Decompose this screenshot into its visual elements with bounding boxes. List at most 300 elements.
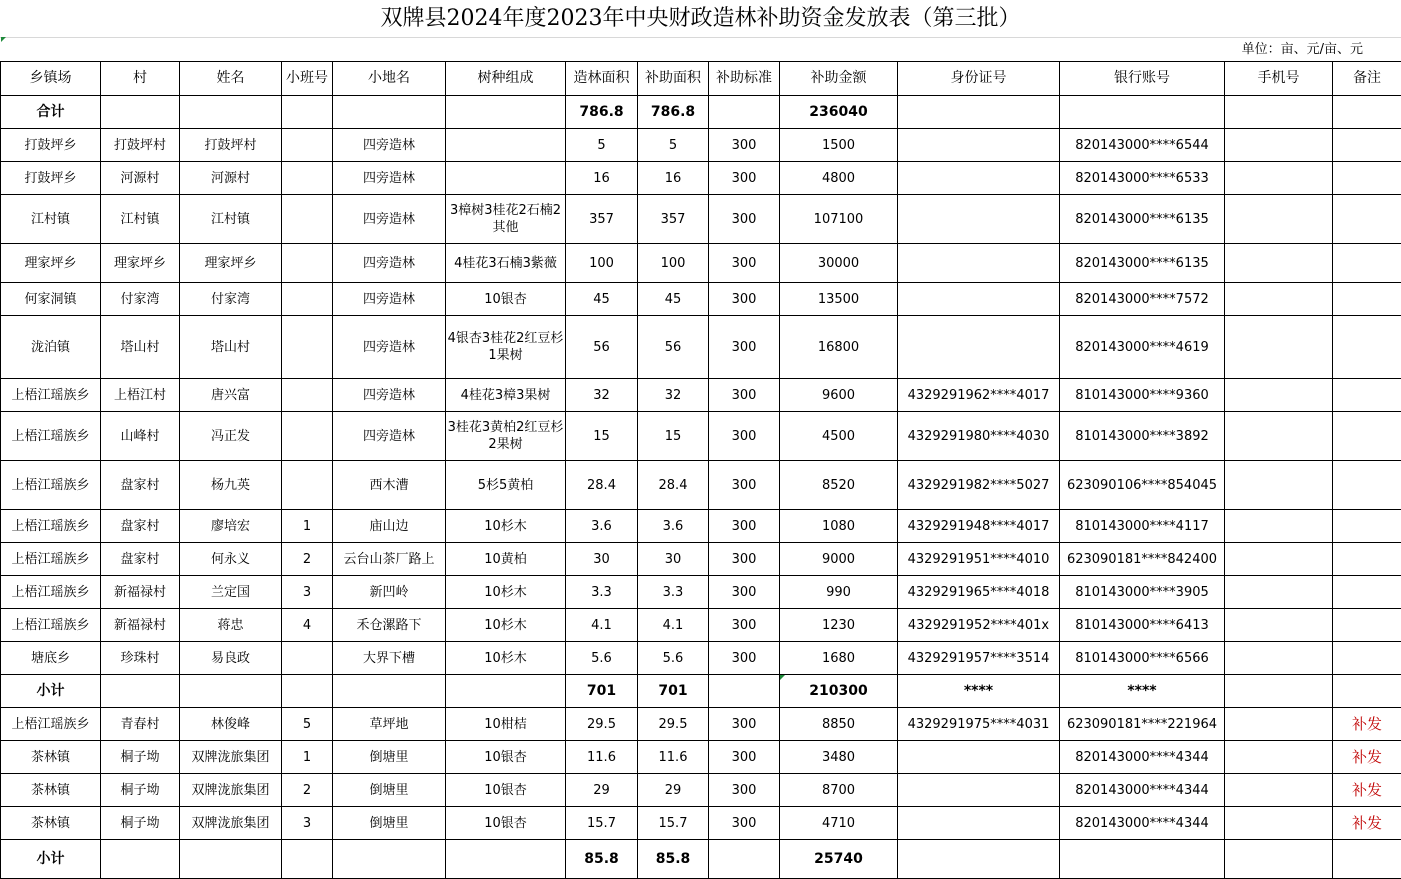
header-bank: 银行账号 <box>1060 62 1225 96</box>
total-subsidy-area: 786.8 <box>638 96 709 129</box>
cell-place: 禾仓漯路下 <box>333 609 446 642</box>
cell-bank: 810143000****3892 <box>1060 412 1225 461</box>
cell-lot <box>282 642 333 675</box>
cell-plant-area: 5.6 <box>566 642 638 675</box>
cell-plant-area: 32 <box>566 379 638 412</box>
cell-lot: 2 <box>282 543 333 576</box>
cell-standard: 300 <box>709 741 780 774</box>
cell-subsidy-area: 5 <box>638 129 709 162</box>
cell-lot <box>282 412 333 461</box>
cell-town: 上梧江瑶族乡 <box>1 379 101 412</box>
cell-bank: 820143000****6544 <box>1060 129 1225 162</box>
cell-phone <box>1225 741 1333 774</box>
cell-amount: 9000 <box>780 543 898 576</box>
cell-bank: 623090106****854045 <box>1060 461 1225 510</box>
cell-lot <box>282 379 333 412</box>
cell-plant-area: 3.3 <box>566 576 638 609</box>
cell-standard: 300 <box>709 283 780 316</box>
cell-lot <box>282 162 333 195</box>
cell-standard: 300 <box>709 379 780 412</box>
cell-subsidy-area: 15 <box>638 412 709 461</box>
cell-town: 上梧江瑶族乡 <box>1 543 101 576</box>
cell-place: 云台山茶厂路上 <box>333 543 446 576</box>
cell-subsidy-area: 3.6 <box>638 510 709 543</box>
cell-note <box>1333 576 1401 609</box>
cell-village: 桐子坳 <box>101 774 180 807</box>
table-row <box>1 543 1401 576</box>
table-row <box>1 807 1401 840</box>
page-title: 双牌县2024年度2023年中央财政造林补助资金发放表（第三批） <box>0 0 1401 38</box>
cell-species: 4银杏3桂花2红豆杉1果树 <box>446 316 566 379</box>
cell-note: 补发 <box>1333 774 1401 807</box>
cell-amount: 9600 <box>780 379 898 412</box>
cell-place: 草坪地 <box>333 708 446 741</box>
cell-bank: 820143000****4344 <box>1060 774 1225 807</box>
cell-amount: 1080 <box>780 510 898 543</box>
cell-subsidy-area: 5.6 <box>638 642 709 675</box>
cell-standard: 300 <box>709 412 780 461</box>
cell-plant-area: 4.1 <box>566 609 638 642</box>
cell-note <box>1333 162 1401 195</box>
header-subsidy-area: 补助面积 <box>638 62 709 96</box>
cell-place: 四旁造林 <box>333 162 446 195</box>
cell-standard: 300 <box>709 609 780 642</box>
cell-place: 四旁造林 <box>333 412 446 461</box>
cell-amount: 1230 <box>780 609 898 642</box>
cell-phone <box>1225 129 1333 162</box>
cell-standard: 300 <box>709 708 780 741</box>
cell-place: 四旁造林 <box>333 129 446 162</box>
cell-species: 10柑桔 <box>446 708 566 741</box>
cell-phone <box>1225 412 1333 461</box>
cell-id-no: 4329291952****401x <box>898 609 1060 642</box>
header-name: 姓名 <box>180 62 282 96</box>
cell-subsidy-area: 32 <box>638 379 709 412</box>
cell-village: 桐子坳 <box>101 741 180 774</box>
cell-name: 河源村 <box>180 162 282 195</box>
cell-place: 四旁造林 <box>333 379 446 412</box>
cell-town: 茶林镇 <box>1 807 101 840</box>
cell-bank: 810143000****3905 <box>1060 576 1225 609</box>
cell-standard: 300 <box>709 576 780 609</box>
cell-name: 易良政 <box>180 642 282 675</box>
total-label: 合计 <box>1 96 101 129</box>
cell-id-no <box>898 741 1060 774</box>
cell-place: 庙山边 <box>333 510 446 543</box>
table-row <box>1 244 1401 283</box>
total-row <box>1 96 1401 129</box>
cell-subsidy-area: 29 <box>638 774 709 807</box>
cell-phone <box>1225 807 1333 840</box>
table-row <box>1 461 1401 510</box>
cell-species: 10杉木 <box>446 609 566 642</box>
cell-name: 打鼓坪村 <box>180 129 282 162</box>
header-village: 村 <box>101 62 180 96</box>
cell-place: 四旁造林 <box>333 316 446 379</box>
cell-name: 何永义 <box>180 543 282 576</box>
header-note: 备注 <box>1333 62 1401 96</box>
cell-standard: 300 <box>709 807 780 840</box>
cell-bank: 820143000****4344 <box>1060 807 1225 840</box>
cell-town: 何家洞镇 <box>1 283 101 316</box>
cell-id-no: 4329291965****4018 <box>898 576 1060 609</box>
cell-standard: 300 <box>709 162 780 195</box>
cell-phone <box>1225 576 1333 609</box>
cell-phone <box>1225 609 1333 642</box>
cell-plant-area: 30 <box>566 543 638 576</box>
cell-village: 新福禄村 <box>101 609 180 642</box>
cell-phone <box>1225 642 1333 675</box>
cell-plant-area: 28.4 <box>566 461 638 510</box>
cell-id-no: 4329291962****4017 <box>898 379 1060 412</box>
cell-name: 双牌泷旅集团 <box>180 741 282 774</box>
cell-amount: 4500 <box>780 412 898 461</box>
cell-lot <box>282 129 333 162</box>
cell-subsidy-area: 28.4 <box>638 461 709 510</box>
subsidy-table <box>0 61 1401 879</box>
cell-species: 10银杏 <box>446 807 566 840</box>
cell-standard: 300 <box>709 543 780 576</box>
subtotal2-amount: 25740 <box>780 840 898 879</box>
cell-subsidy-area: 15.7 <box>638 807 709 840</box>
cell-bank: 810143000****9360 <box>1060 379 1225 412</box>
cell-note <box>1333 609 1401 642</box>
cell-plant-area: 16 <box>566 162 638 195</box>
cell-lot: 5 <box>282 708 333 741</box>
subtotal1-amount: 210300 <box>780 675 898 708</box>
cell-amount: 1500 <box>780 129 898 162</box>
header-plant-area: 造林面积 <box>566 62 638 96</box>
cell-bank: 810143000****6566 <box>1060 642 1225 675</box>
cell-standard: 300 <box>709 129 780 162</box>
cell-place: 四旁造林 <box>333 283 446 316</box>
subtotal1-bank: **** <box>1060 675 1225 708</box>
cell-lot: 2 <box>282 774 333 807</box>
subtotal-label: 小计 <box>1 675 101 708</box>
cell-town: 塘底乡 <box>1 642 101 675</box>
cell-village: 理家坪乡 <box>101 244 180 283</box>
group2-rows <box>1 708 1401 840</box>
cell-village: 河源村 <box>101 162 180 195</box>
cell-name: 唐兴富 <box>180 379 282 412</box>
cell-village: 盘家村 <box>101 510 180 543</box>
cell-id-no: 4329291951****4010 <box>898 543 1060 576</box>
cell-name: 双牌泷旅集团 <box>180 807 282 840</box>
cell-id-no <box>898 162 1060 195</box>
cell-note: 补发 <box>1333 708 1401 741</box>
cell-name: 兰定国 <box>180 576 282 609</box>
cell-amount: 30000 <box>780 244 898 283</box>
cell-phone <box>1225 379 1333 412</box>
header-standard: 补助标准 <box>709 62 780 96</box>
cell-marker-icon <box>1 37 6 42</box>
cell-note: 补发 <box>1333 807 1401 840</box>
cell-id-no <box>898 283 1060 316</box>
cell-name: 塔山村 <box>180 316 282 379</box>
cell-amount: 1680 <box>780 642 898 675</box>
cell-note <box>1333 283 1401 316</box>
cell-plant-area: 45 <box>566 283 638 316</box>
cell-village: 新福禄村 <box>101 576 180 609</box>
cell-name: 冯正发 <box>180 412 282 461</box>
cell-id-no <box>898 807 1060 840</box>
table-row <box>1 195 1401 244</box>
cell-amount: 4800 <box>780 162 898 195</box>
cell-subsidy-area: 16 <box>638 162 709 195</box>
cell-id-no <box>898 244 1060 283</box>
cell-amount: 990 <box>780 576 898 609</box>
cell-town: 泷泊镇 <box>1 316 101 379</box>
cell-place: 倒塘里 <box>333 741 446 774</box>
cell-phone <box>1225 283 1333 316</box>
cell-village: 桐子坳 <box>101 807 180 840</box>
cell-amount: 4710 <box>780 807 898 840</box>
cell-town: 茶林镇 <box>1 774 101 807</box>
cell-plant-area: 3.6 <box>566 510 638 543</box>
cell-subsidy-area: 4.1 <box>638 609 709 642</box>
total-amount: 236040 <box>780 96 898 129</box>
cell-bank: 820143000****6533 <box>1060 162 1225 195</box>
table-row <box>1 379 1401 412</box>
cell-species: 10杉木 <box>446 576 566 609</box>
cell-id-no: 4329291957****3514 <box>898 642 1060 675</box>
cell-id-no: 4329291980****4030 <box>898 412 1060 461</box>
cell-amount: 13500 <box>780 283 898 316</box>
cell-phone <box>1225 195 1333 244</box>
cell-plant-area: 56 <box>566 316 638 379</box>
cell-name: 付家湾 <box>180 283 282 316</box>
cell-plant-area: 100 <box>566 244 638 283</box>
cell-bank: 820143000****6135 <box>1060 244 1225 283</box>
cell-subsidy-area: 30 <box>638 543 709 576</box>
table-row <box>1 316 1401 379</box>
cell-subsidy-area: 357 <box>638 195 709 244</box>
cell-plant-area: 15 <box>566 412 638 461</box>
cell-amount: 107100 <box>780 195 898 244</box>
cell-place: 倒塘里 <box>333 807 446 840</box>
cell-species: 10杉木 <box>446 510 566 543</box>
cell-species <box>446 129 566 162</box>
subtotal-label: 小计 <box>1 840 101 879</box>
subtotal-row-2 <box>1 840 1401 879</box>
cell-species: 10杉木 <box>446 642 566 675</box>
cell-place: 倒塘里 <box>333 774 446 807</box>
table-row <box>1 283 1401 316</box>
cell-village: 上梧江村 <box>101 379 180 412</box>
cell-lot <box>282 195 333 244</box>
table-row <box>1 642 1401 675</box>
cell-town: 上梧江瑶族乡 <box>1 609 101 642</box>
cell-note <box>1333 543 1401 576</box>
cell-town: 理家坪乡 <box>1 244 101 283</box>
cell-id-no: 4329291975****4031 <box>898 708 1060 741</box>
table-row <box>1 741 1401 774</box>
cell-species: 10银杏 <box>446 283 566 316</box>
cell-note <box>1333 642 1401 675</box>
header-lot: 小班号 <box>282 62 333 96</box>
subtotal1-plant-area: 701 <box>566 675 638 708</box>
cell-phone <box>1225 461 1333 510</box>
cell-lot: 1 <box>282 741 333 774</box>
cell-standard: 300 <box>709 642 780 675</box>
header-amount: 补助金额 <box>780 62 898 96</box>
cell-town: 江村镇 <box>1 195 101 244</box>
cell-village: 珍珠村 <box>101 642 180 675</box>
cell-name: 林俊峰 <box>180 708 282 741</box>
cell-plant-area: 29 <box>566 774 638 807</box>
cell-subsidy-area: 100 <box>638 244 709 283</box>
cell-note <box>1333 510 1401 543</box>
cell-plant-area: 15.7 <box>566 807 638 840</box>
cell-note <box>1333 244 1401 283</box>
cell-standard: 300 <box>709 510 780 543</box>
cell-marker-icon <box>780 675 785 680</box>
cell-amount: 8850 <box>780 708 898 741</box>
unit-label: 单位：亩、元/亩、元 <box>1242 40 1363 60</box>
group1-rows <box>1 129 1401 675</box>
header-town: 乡镇场 <box>1 62 101 96</box>
cell-bank: 820143000****7572 <box>1060 283 1225 316</box>
cell-id-no <box>898 316 1060 379</box>
table-row <box>1 162 1401 195</box>
cell-species: 3樟树3桂花2石楠2其他 <box>446 195 566 244</box>
cell-lot <box>282 283 333 316</box>
cell-place: 四旁造林 <box>333 244 446 283</box>
cell-subsidy-area: 56 <box>638 316 709 379</box>
cell-village: 江村镇 <box>101 195 180 244</box>
cell-bank: 623090181****842400 <box>1060 543 1225 576</box>
cell-name: 双牌泷旅集团 <box>180 774 282 807</box>
cell-note <box>1333 461 1401 510</box>
cell-species: 10银杏 <box>446 774 566 807</box>
cell-village: 山峰村 <box>101 412 180 461</box>
cell-name: 杨九英 <box>180 461 282 510</box>
cell-standard: 300 <box>709 244 780 283</box>
table-row <box>1 576 1401 609</box>
cell-subsidy-area: 29.5 <box>638 708 709 741</box>
cell-bank: 820143000****4619 <box>1060 316 1225 379</box>
cell-name: 理家坪乡 <box>180 244 282 283</box>
cell-name: 蒋忠 <box>180 609 282 642</box>
header-id-no: 身份证号 <box>898 62 1060 96</box>
cell-bank: 810143000****6413 <box>1060 609 1225 642</box>
cell-species <box>446 162 566 195</box>
cell-town: 上梧江瑶族乡 <box>1 461 101 510</box>
cell-note <box>1333 129 1401 162</box>
subtotal1-id-no: **** <box>898 675 1060 708</box>
table-row <box>1 708 1401 741</box>
cell-name: 江村镇 <box>180 195 282 244</box>
cell-phone <box>1225 316 1333 379</box>
cell-species: 4桂花3樟3果树 <box>446 379 566 412</box>
cell-plant-area: 5 <box>566 129 638 162</box>
cell-lot: 3 <box>282 807 333 840</box>
cell-lot: 4 <box>282 609 333 642</box>
table-row <box>1 774 1401 807</box>
cell-lot: 3 <box>282 576 333 609</box>
cell-subsidy-area: 45 <box>638 283 709 316</box>
cell-note <box>1333 316 1401 379</box>
cell-town: 打鼓坪乡 <box>1 129 101 162</box>
table-row <box>1 129 1401 162</box>
table-row <box>1 510 1401 543</box>
cell-phone <box>1225 510 1333 543</box>
cell-subsidy-area: 3.3 <box>638 576 709 609</box>
cell-village: 盘家村 <box>101 543 180 576</box>
cell-place: 新凹岭 <box>333 576 446 609</box>
cell-town: 茶林镇 <box>1 741 101 774</box>
cell-plant-area: 29.5 <box>566 708 638 741</box>
cell-lot <box>282 461 333 510</box>
cell-village: 付家湾 <box>101 283 180 316</box>
cell-village: 青春村 <box>101 708 180 741</box>
cell-phone <box>1225 162 1333 195</box>
cell-name: 廖培宏 <box>180 510 282 543</box>
header-place: 小地名 <box>333 62 446 96</box>
cell-standard: 300 <box>709 195 780 244</box>
cell-village: 打鼓坪村 <box>101 129 180 162</box>
cell-amount: 8520 <box>780 461 898 510</box>
cell-phone <box>1225 543 1333 576</box>
cell-town: 上梧江瑶族乡 <box>1 708 101 741</box>
cell-town: 上梧江瑶族乡 <box>1 576 101 609</box>
table-row <box>1 609 1401 642</box>
table-row <box>1 412 1401 461</box>
cell-lot <box>282 244 333 283</box>
cell-subsidy-area: 11.6 <box>638 741 709 774</box>
header-species: 树种组成 <box>446 62 566 96</box>
cell-phone <box>1225 708 1333 741</box>
cell-village: 塔山村 <box>101 316 180 379</box>
cell-village: 盘家村 <box>101 461 180 510</box>
cell-species: 3桂花3黄柏2红豆杉2果树 <box>446 412 566 461</box>
cell-town: 上梧江瑶族乡 <box>1 412 101 461</box>
subtotal1-subsidy-area: 701 <box>638 675 709 708</box>
cell-note <box>1333 379 1401 412</box>
cell-species: 5杉5黄柏 <box>446 461 566 510</box>
subtotal2-plant-area: 85.8 <box>566 840 638 879</box>
cell-standard: 300 <box>709 461 780 510</box>
cell-standard: 300 <box>709 316 780 379</box>
cell-bank: 820143000****6135 <box>1060 195 1225 244</box>
cell-id-no <box>898 129 1060 162</box>
cell-amount: 16800 <box>780 316 898 379</box>
cell-bank: 623090181****221964 <box>1060 708 1225 741</box>
header-phone: 手机号 <box>1225 62 1333 96</box>
cell-phone <box>1225 774 1333 807</box>
cell-plant-area: 11.6 <box>566 741 638 774</box>
cell-lot <box>282 316 333 379</box>
cell-amount: 3480 <box>780 741 898 774</box>
cell-plant-area: 357 <box>566 195 638 244</box>
subtotal-row-1 <box>1 675 1401 708</box>
cell-id-no <box>898 195 1060 244</box>
cell-standard: 300 <box>709 774 780 807</box>
cell-species: 10黄柏 <box>446 543 566 576</box>
header-row <box>1 62 1401 96</box>
subtotal2-subsidy-area: 85.8 <box>638 840 709 879</box>
cell-phone <box>1225 244 1333 283</box>
cell-species: 4桂花3石楠3紫薇 <box>446 244 566 283</box>
cell-town: 打鼓坪乡 <box>1 162 101 195</box>
cell-id-no: 4329291948****4017 <box>898 510 1060 543</box>
cell-bank: 820143000****4344 <box>1060 741 1225 774</box>
cell-place: 西木漕 <box>333 461 446 510</box>
cell-town: 上梧江瑶族乡 <box>1 510 101 543</box>
total-plant-area: 786.8 <box>566 96 638 129</box>
cell-note <box>1333 412 1401 461</box>
cell-place: 大界下槽 <box>333 642 446 675</box>
